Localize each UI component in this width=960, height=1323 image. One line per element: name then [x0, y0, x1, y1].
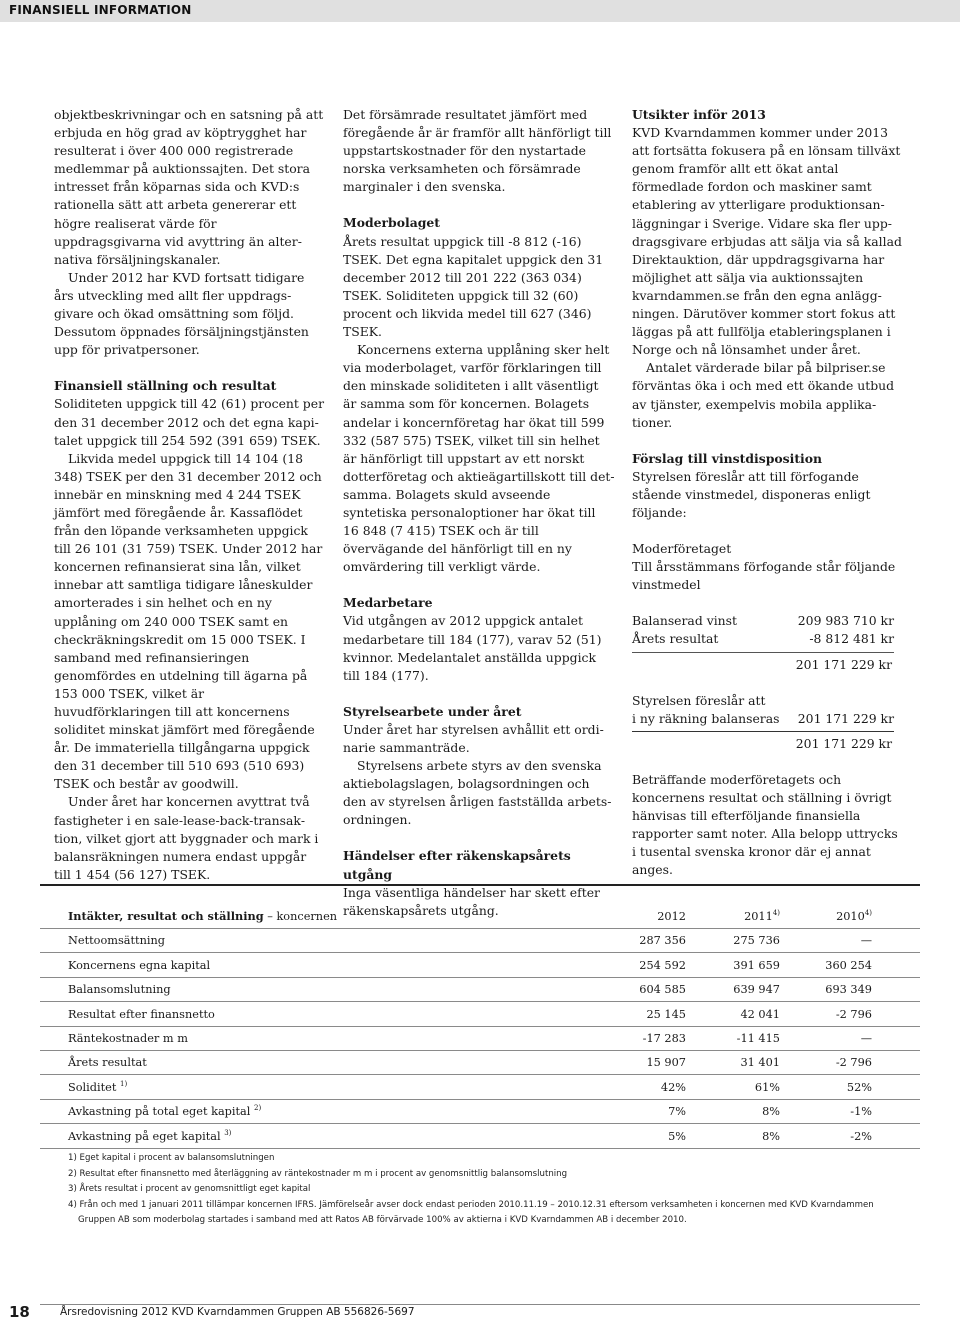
profit-label: Styrelsen föreslår att	[632, 692, 766, 708]
text-column-3	[632, 106, 904, 879]
footnote-ref: 4)	[772, 909, 780, 918]
year-label: 2010	[836, 910, 865, 923]
cell-value: 15 907	[646, 1056, 686, 1070]
paragraph: Till årsstämmans förfogande står följande vinstmedel	[632, 559, 896, 593]
section-heading: Styrelsearbete under året	[343, 703, 522, 719]
spacer	[632, 594, 904, 612]
row-label	[68, 1008, 215, 1021]
row-label	[68, 1105, 261, 1118]
cell-value: 8%	[762, 1129, 780, 1143]
section-heading: Moderbolaget	[343, 215, 440, 231]
profit-label: i ny räkning balanseras	[632, 710, 780, 726]
footnote-ref: 2)	[254, 1104, 262, 1113]
table-row	[40, 1124, 920, 1148]
section-heading: Finansiell ställning och resultat	[54, 378, 277, 394]
footnote-ref: 1)	[119, 1079, 128, 1088]
footer-text: Årsredovisning 2012 KVD Kvarndammen Gruppen AB 556826-5697	[56, 1306, 419, 1318]
cell-value: -2 796	[835, 1007, 872, 1021]
profit-value: 209 983 710 kr	[797, 613, 894, 629]
cell-value: 360 254	[825, 958, 872, 972]
section-heading: Medarbetare	[343, 595, 433, 611]
paragraph: Likvida medel uppgick till 14 104 (18 348) TSEK per den 31 december 2012 och innebär en minskning med 4 244 TSEK jämfört med föregående år. Kassaflödet från den löpande verksamheten uppgick till 26 101 (31 759) TSEK. Under 2012 har koncernen refinansierat sina lån, vilket innebar att samtliga tidigare låneskulder amorterades i sin helhet och en ny upplåning om 240 000 TSEK samt en checkräkningskredit om 15 000 TSEK. I samband med refinansieringen genomfördes en utdelning till ägarna på 153 000 TSEK, vilket är huvudförklaringen till att koncernens soliditet minskat jämfört med föregående år. De immateriella tillgångarna uppgick den 31 december till 510 693 (510 693) TSEK och består av goodwill.	[54, 450, 323, 792]
cell-value: 693 349	[825, 983, 872, 997]
table-row	[40, 953, 920, 977]
row-label-text: Avkastning på eget kapital	[68, 1129, 221, 1143]
divider	[632, 652, 894, 653]
row-label-text: Nettoomsättning	[68, 934, 165, 948]
footer-rule	[40, 1304, 920, 1305]
table-row	[40, 1002, 920, 1026]
section-header-title: FINANSIELL INFORMATION	[9, 3, 192, 17]
profit-total: 201 171 229 kr	[795, 656, 892, 672]
table-header-row	[40, 886, 920, 929]
row-label	[68, 934, 165, 947]
profit-value: 201 171 229 kr	[797, 710, 894, 726]
paragraph: Inga väsentliga händelser har skett efter räkenskapsårets utgång.	[343, 884, 600, 918]
table-row	[40, 1075, 920, 1099]
row-label-text: Koncernens egna kapital	[68, 958, 211, 972]
spacer	[632, 522, 904, 540]
row-label	[68, 959, 210, 972]
cell-value: 639 947	[733, 983, 780, 997]
profit-label: Årets resultat	[632, 631, 719, 647]
page-number: 18	[9, 1303, 34, 1321]
column-header-year	[657, 910, 686, 923]
table-title-bold: Intäkter, resultat och ställning	[68, 909, 264, 923]
column-header-year	[744, 910, 780, 923]
paragraph: Koncernens externa upplåning sker helt via moderbolaget, varför förklaringen till den minskade soliditeten i allt väsentligt är samma som för koncernen. Bolagets andelar i koncernföretag har ökat till 599 332 (587 575) TSEK, vilket till sin helhet är hänförligt till uppstart av ett norskt dotterföretag och aktieägartillskott till detsamma. Bolagets skuld avseende syntetiska personaloptioner har ökat till 16 848 (7 415) TSEK och är till övervägande del hänförligt till en ny omvärdering till verkligt värde.	[343, 342, 615, 575]
cell-value: 5%	[668, 1129, 686, 1143]
profit-row-balanseras	[632, 710, 894, 728]
paragraph: Soliditeten uppgick till 42 (61) procent per den 31 december 2012 och det egna kapitalet uppgick till 254 592 (391 659) TSEK.	[54, 396, 324, 448]
cell-value: 25 145	[646, 1007, 686, 1021]
paragraph: Beträffande moderföretagets och koncernens resultat och ställning i övrigt hänvisas till efterföljande finansiella rapporter samt noter. Alla belopp uttrycks i tusental svenska kronor där ej annat anges.	[632, 771, 898, 878]
cell-value: 275 736	[733, 934, 780, 948]
cell-value: 287 356	[639, 934, 686, 948]
cell-value: 604 585	[639, 983, 686, 997]
section-heading: Utsikter inför 2013	[632, 107, 766, 122]
footnote: 1) Eget kapital i procent av balansomslutningen	[68, 1153, 275, 1163]
footnotes	[68, 1151, 898, 1229]
row-label	[68, 1056, 147, 1069]
cell-value: —	[860, 1031, 872, 1045]
footnote: Gruppen AB som moderbolag startades i samband med att Ratos AB förvärvade 100% av aktierna i KVD Kvarndammen AB i december 2010.	[78, 1215, 687, 1225]
row-label-text: Räntekostnader m m	[68, 1031, 188, 1045]
row-label-text: Avkastning på total eget kapital	[68, 1105, 251, 1119]
cell-value: 52%	[846, 1080, 872, 1094]
column-header-year	[836, 910, 872, 923]
profit-value: -8 812 481 kr	[809, 631, 894, 647]
row-label-text: Soliditet	[68, 1080, 117, 1094]
cell-value: -17 283	[642, 1031, 686, 1045]
cell-value: 7%	[668, 1105, 686, 1119]
row-label-text: Resultat efter finansnetto	[68, 1007, 215, 1021]
cell-value: 42%	[660, 1080, 686, 1094]
year-label: 2011	[744, 910, 773, 923]
table-title	[68, 909, 337, 923]
paragraph: Antalet värderade bilar på bilpriser.se förväntas öka i och med ett ökande utbud av tjänster, exempelvis mobila applikationer.	[632, 360, 895, 430]
cell-value: 254 592	[639, 958, 686, 972]
cell-value: 42 041	[740, 1007, 780, 1021]
table-body	[40, 929, 920, 1149]
profit-row-balanserad	[632, 612, 894, 630]
spacer	[632, 753, 904, 771]
paragraph: objektbeskrivningar och en satsning på att erbjuda en hög grad av köptrygghet har resulterat i över 400 000 registrerade medlemmar på auktionssajten. Det stora intresset från köparnas sida och KVD:s rationella sätt att arbeta genererar ett högre realiserat värde för uppdragsgivarna vid avyttring än alternativa försäljningskanaler.	[54, 107, 324, 267]
table-row	[40, 1100, 920, 1124]
cell-value: -1%	[850, 1105, 872, 1119]
row-label	[68, 1130, 231, 1143]
divider	[632, 731, 894, 732]
table-row	[40, 1051, 920, 1075]
cell-value: -2%	[850, 1129, 872, 1143]
paragraph: Moderföretaget	[632, 541, 732, 557]
row-label	[68, 1081, 127, 1094]
table-row	[40, 1027, 920, 1051]
section-heading: Förslag till vinstdisposition	[632, 450, 823, 466]
text-column-2	[343, 106, 615, 920]
paragraph: KVD Kvarndammen kommer under 2013 att fortsätta fokusera på en lönsam tillväxt genom framför allt ett ökat antal förmedlade fordon och maskiner samt etablering av ytterligare produktionsanläggningar i Sverige. Vidare ska fler uppdragsgivare erbjudas att sälja via så kallad Direktauktion, där uppdragsgivarna har möjlighet att sälja via auktionssajten kvarndammen.se från den egna anläggningen. Därutöver kommer stort fokus att läggas på att fullfölja etableringsplanen i Norge och nå lönsamhet under året.	[632, 125, 902, 358]
cell-value: -11 415	[736, 1031, 780, 1045]
paragraph: Under 2012 har KVD fortsatt tidigare års utveckling med allt fler uppdragsgivare och ökad omsättning som följd. Dessutom öppnades försäljningstjänsten upp för privatpersoner.	[54, 269, 309, 358]
year-label: 2012	[657, 910, 686, 923]
row-label-text: Årets resultat	[68, 1056, 147, 1070]
row-label-text: Balansomslutning	[68, 983, 171, 997]
footnote-ref: 4)	[864, 909, 872, 918]
table-title-rest: – koncernen	[263, 910, 338, 923]
section-heading: Händelser efter räkenskapsårets utgång	[343, 848, 571, 882]
paragraph: Vid utgången av 2012 uppgick antalet medarbetare till 184 (177), varav 52 (51) kvinnor. Medelantalet anställda uppgick till 184 (177).	[343, 613, 602, 683]
profit-label: Balanserad vinst	[632, 613, 737, 629]
footnote-ref: 3)	[224, 1128, 232, 1137]
paragraph: Det försämrade resultatet jämfört med föregående år är framför allt hänförligt till uppstartskostnader för den nystartade norska verksamheten och försämrade marginaler i den svenska.	[343, 107, 612, 195]
cell-value: -2 796	[835, 1056, 872, 1070]
cell-value: —	[860, 934, 872, 948]
footnote: 2) Resultat efter finansnetto med återläggning av räntekostnader m m i procent av genomsnittlig balansomslutning	[68, 1168, 568, 1179]
footnote: 3) Årets resultat i procent av genomsnittligt eget kapital	[68, 1184, 311, 1194]
cell-value: 31 401	[740, 1056, 780, 1070]
profit-total: 201 171 229 kr	[795, 735, 892, 751]
cell-value: 391 659	[733, 958, 780, 972]
profit-row-arets	[632, 630, 894, 648]
text-column-1	[54, 106, 324, 884]
footnote: 4) Från och med 1 januari 2011 tillämpar koncernen IFRS. Jämförelseår avser dock endast perioden 2010.11.19 – 2010.12.31 eftersom verksamheten i koncernen med KVD Kvarndammen	[68, 1199, 874, 1210]
spacer	[632, 674, 904, 692]
paragraph: Under året har styrelsen avhållit ett ordinarie sammanträde.	[343, 721, 604, 755]
paragraph: Under året har koncernen avyttrat två fastigheter i en sale-lease-back-transaktion, vilket gjort att byggnader och mark i balansräkningen numera endast uppgår till 1 454 (56 127) TSEK.	[54, 794, 319, 882]
row-label	[68, 983, 171, 996]
key-figures-table	[40, 884, 920, 1149]
table-row	[40, 929, 920, 953]
table-row	[40, 978, 920, 1002]
paragraph: Styrelsen föreslår att till förfogande stående vinstmedel, disponeras enligt följande:	[632, 468, 871, 520]
row-label	[68, 1032, 188, 1045]
cell-value: 61%	[754, 1080, 780, 1094]
cell-value: 8%	[762, 1105, 780, 1119]
paragraph: Årets resultat uppgick till -8 812 (-16) TSEK. Det egna kapitalet uppgick den 31 december 2012 till 201 222 (363 034) TSEK. Soliditeten uppgick till 32 (60) procent och likvida medel till 627 (346) TSEK.	[343, 233, 604, 340]
paragraph: Styrelsens arbete styrs av den svenska aktiebolagslagen, bolagsordningen och den av styrelsen årligen fastställda arbetsordningen.	[343, 758, 612, 828]
